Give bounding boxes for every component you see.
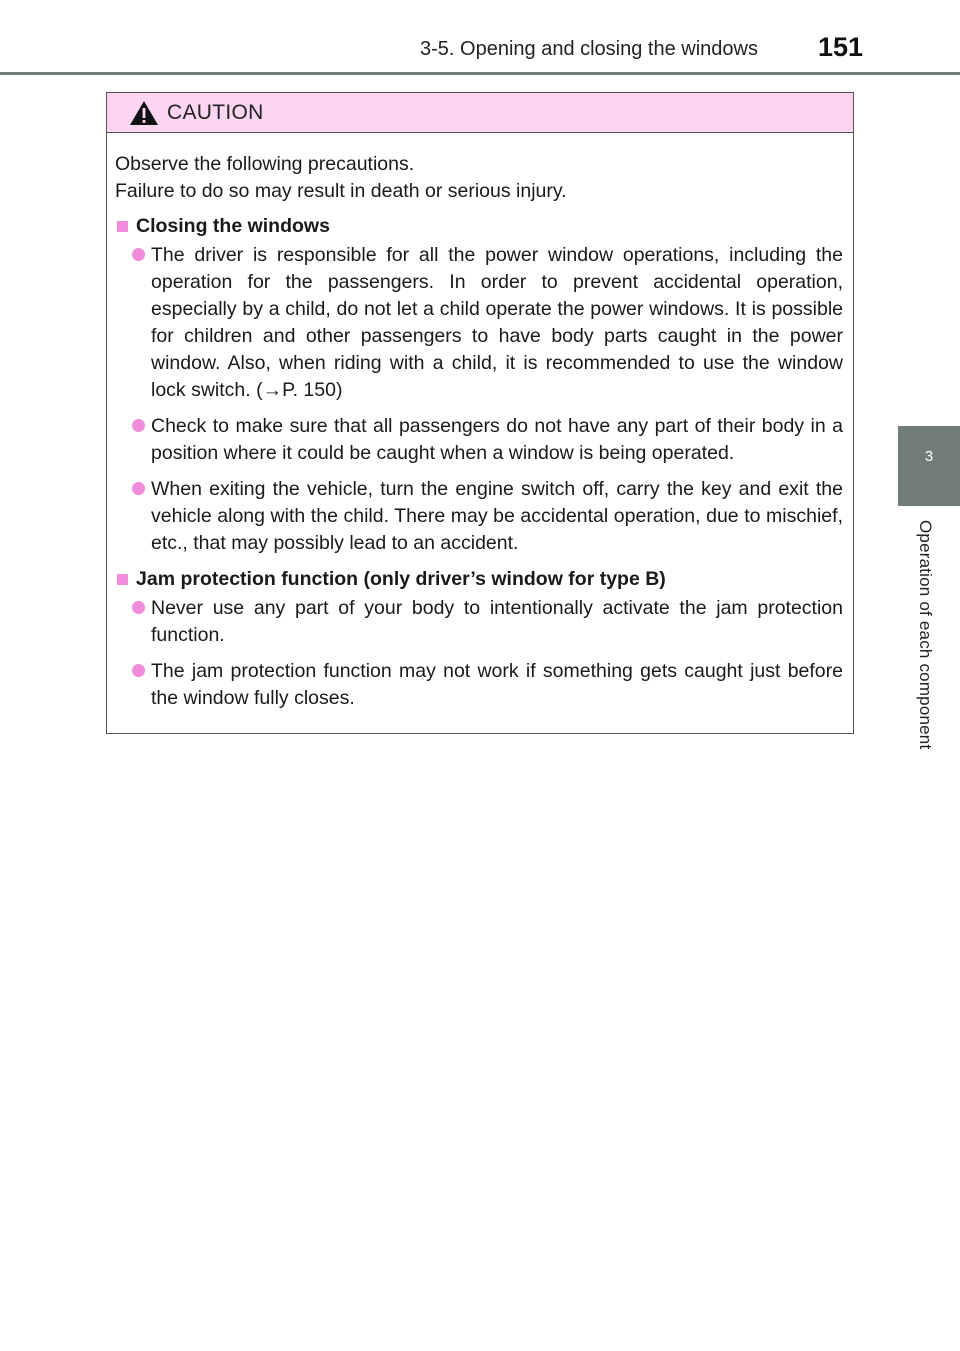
bullet-text: The driver is responsible for all the power window operations, including the operation for the passengers. In order to prevent accidental operation, especially by a child, do not let a child operate the power windows. It is possible for children and other passengers to have body parts caught in the power window. Also, when riding with a child, it is recommended to use the window lock switch. (→P. 150): [151, 244, 843, 401]
page-number: 151: [818, 32, 864, 62]
chapter-number: 3: [924, 448, 934, 465]
bullet-item: [115, 595, 843, 649]
bullet-item: [115, 413, 843, 467]
dot-bullet-icon: [132, 419, 145, 432]
bullet-text: The jam protection function may not work if something gets caught just before the window fully closes.: [151, 660, 843, 709]
dot-bullet-icon: [132, 248, 145, 261]
warning-triangle-icon: [129, 100, 159, 126]
bullet-text: When exiting the vehicle, turn the engine switch off, carry the key and exit the vehicle along with the child. There may be accidental operation, due to mischief, etc., that may possibly lead to an accident.: [151, 478, 843, 554]
dot-bullet-icon: [132, 601, 145, 614]
bullet-item: [115, 242, 843, 404]
section-title: 3-5. Opening and closing the windows: [420, 38, 758, 60]
intro-line: Observe the following precautions.: [115, 153, 415, 175]
dot-bullet-icon: [132, 664, 145, 677]
intro-line: Failure to do so may result in death or serious injury.: [115, 180, 567, 202]
caution-box: [106, 92, 854, 734]
section-heading: [115, 213, 843, 240]
section-heading-text: Jam protection function (only driver’s window for type B): [136, 568, 666, 590]
caution-body: [107, 133, 853, 712]
bullet-text: Check to make sure that all passengers do not have any part of their body in a position where it could be caught when a window is being operated.: [151, 415, 843, 464]
bullet-item: [115, 658, 843, 712]
header-rule: [0, 72, 960, 75]
dot-bullet-icon: [132, 482, 145, 495]
square-bullet-icon: [117, 574, 128, 585]
section-heading-text: Closing the windows: [136, 215, 330, 237]
bullet-item: [115, 476, 843, 557]
intro-block: [115, 151, 843, 205]
square-bullet-icon: [117, 221, 128, 232]
caution-title: CAUTION: [167, 100, 264, 124]
chapter-label: Operation of each component: [916, 520, 935, 750]
bullet-text: Never use any part of your body to intentionally activate the jam protection function.: [151, 597, 843, 646]
chapter-tab: [898, 426, 960, 506]
caution-header: [107, 93, 853, 133]
section-heading: [115, 566, 843, 593]
